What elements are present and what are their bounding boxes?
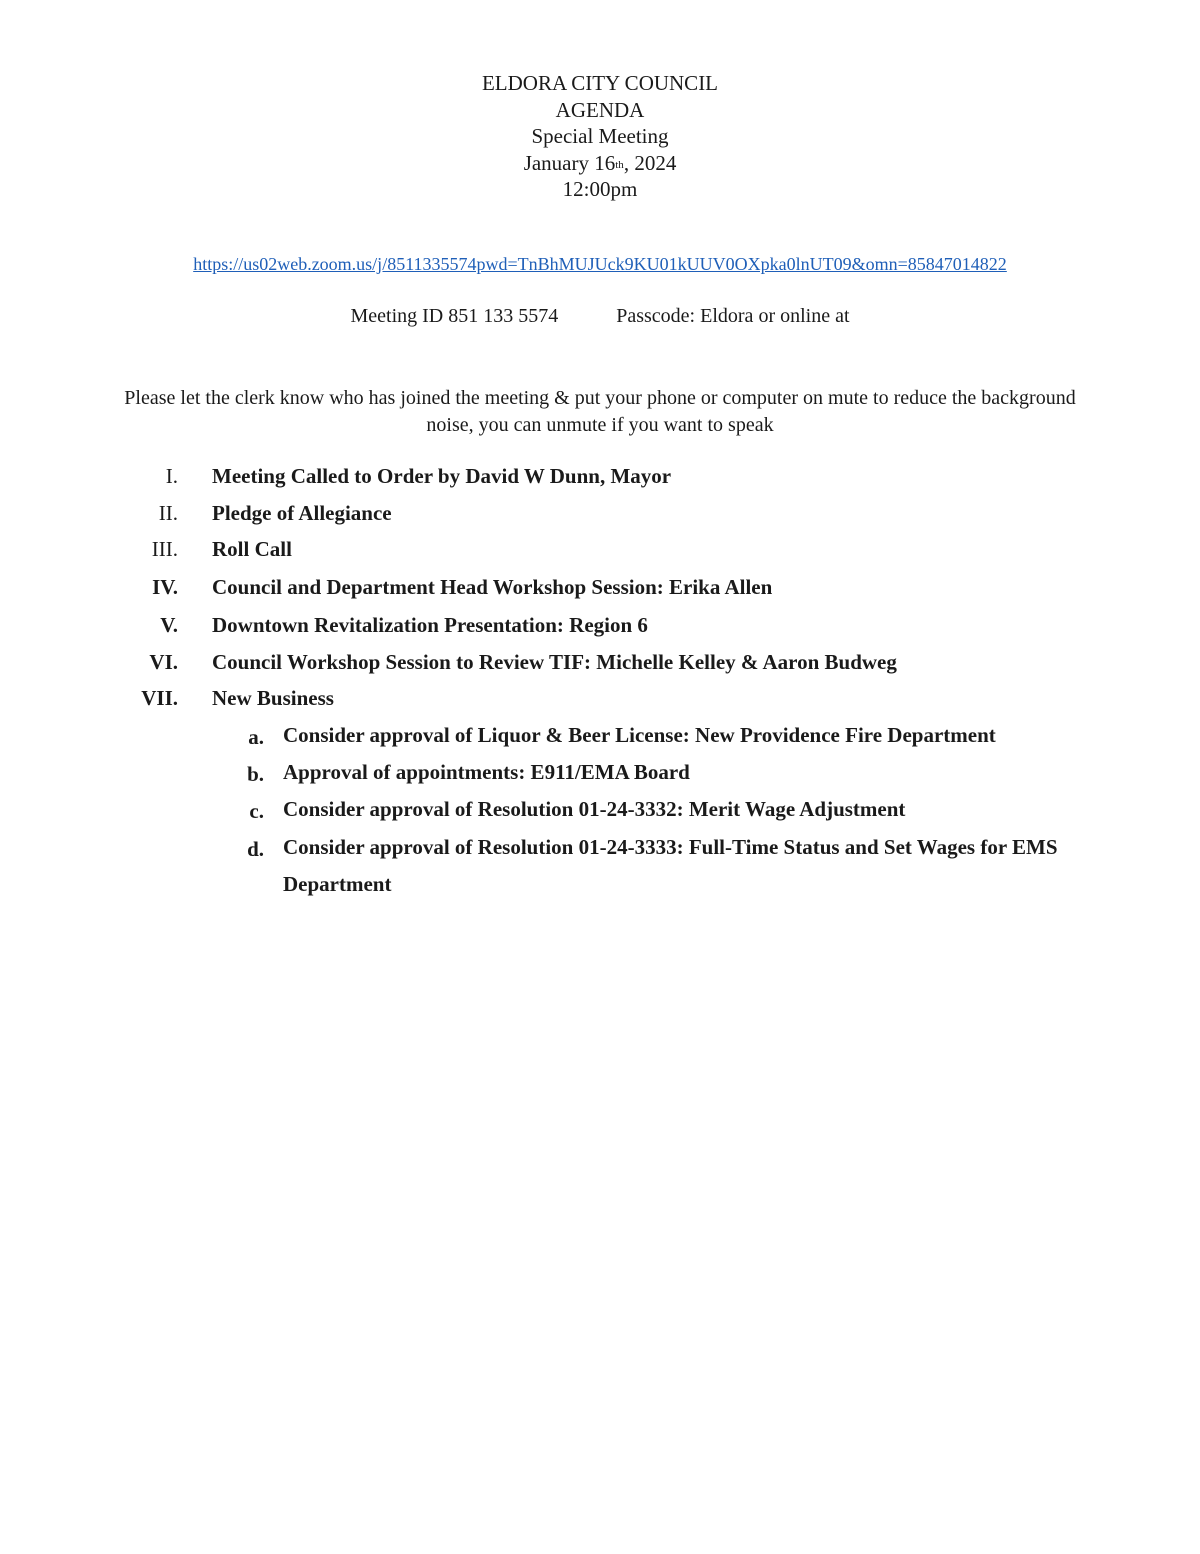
agenda-item	[0, 501, 1200, 531]
agenda-item-number: III.	[151, 537, 178, 561]
agenda-item	[0, 613, 1200, 643]
sub-item-letter: b.	[247, 762, 264, 786]
agenda-item-number: II.	[158, 501, 178, 525]
meeting-instructions: Please let the clerk know who has joined the meeting & put your phone or computer on mute to reduce the background noise, you can unmute if you want to speak	[124, 387, 1076, 436]
meeting-id-label: Meeting ID	[350, 305, 444, 327]
agenda-item-text: Council and Department Head Workshop Session: Erika Allen	[212, 575, 773, 599]
agenda-item	[0, 537, 1200, 567]
agenda-item-number: IV.	[152, 575, 178, 599]
agenda-item-text: Council Workshop Session to Review TIF: Michelle Kelley & Aaron Budweg	[212, 650, 897, 674]
passcode-label: Passcode:	[616, 305, 696, 327]
date-prefix: January 16	[523, 150, 616, 175]
sub-item-text: Consider approval of Resolution 01-24-3333: Full-Time Status and Set Wages for EMS Department	[283, 835, 1058, 896]
sub-item-text: Consider approval of Liquor & Beer License: New Providence Fire Department	[283, 723, 996, 747]
sub-item-letter: c.	[249, 799, 264, 823]
sub-item-letter: d.	[247, 837, 264, 861]
agenda-item-text: Pledge of Allegiance	[212, 501, 392, 525]
date-suffix: th	[615, 158, 624, 171]
meeting-type: Special Meeting	[531, 124, 669, 148]
agenda-item	[0, 650, 1200, 680]
agenda-item-text: New Business	[212, 686, 334, 710]
agenda-item-text: Meeting Called to Order by David W Dunn, Mayor	[212, 464, 672, 488]
agenda-item-number: VI.	[149, 650, 178, 674]
online-text: or online at	[758, 305, 850, 327]
date-year: , 2024	[623, 150, 677, 175]
agenda-item	[0, 464, 1200, 494]
agenda-item-text: Roll Call	[212, 537, 292, 561]
meeting-id-value: 851 133 5574	[448, 305, 559, 327]
agenda-item	[0, 686, 1200, 716]
zoom-link[interactable]: https://us02web.zoom.us/j/8511335574pwd=TnBhMUJUck9KU01kUUV0OXpka0lnUT09&omn=85847014822	[193, 254, 1007, 274]
passcode-value: Eldora	[700, 305, 754, 327]
agenda-item-number: I.	[165, 464, 178, 488]
agenda-item-number: V.	[160, 613, 178, 637]
document-type: AGENDA	[555, 97, 645, 122]
meeting-date	[0, 150, 1200, 177]
agenda-item-text: Downtown Revitalization Presentation: Region 6	[212, 613, 648, 637]
sub-item-text: Consider approval of Resolution 01-24-3332: Merit Wage Adjustment	[283, 797, 906, 821]
agenda-header	[0, 70, 1200, 203]
sub-item-text: Approval of appointments: E911/EMA Board	[283, 760, 690, 784]
agenda-item	[0, 575, 1200, 605]
meeting-credentials	[0, 305, 1200, 328]
meeting-time: 12:00pm	[562, 177, 638, 201]
agenda-item-number: VII.	[141, 686, 178, 710]
org-name: ELDORA CITY COUNCIL	[481, 71, 719, 95]
sub-item-letter: a.	[248, 725, 264, 749]
